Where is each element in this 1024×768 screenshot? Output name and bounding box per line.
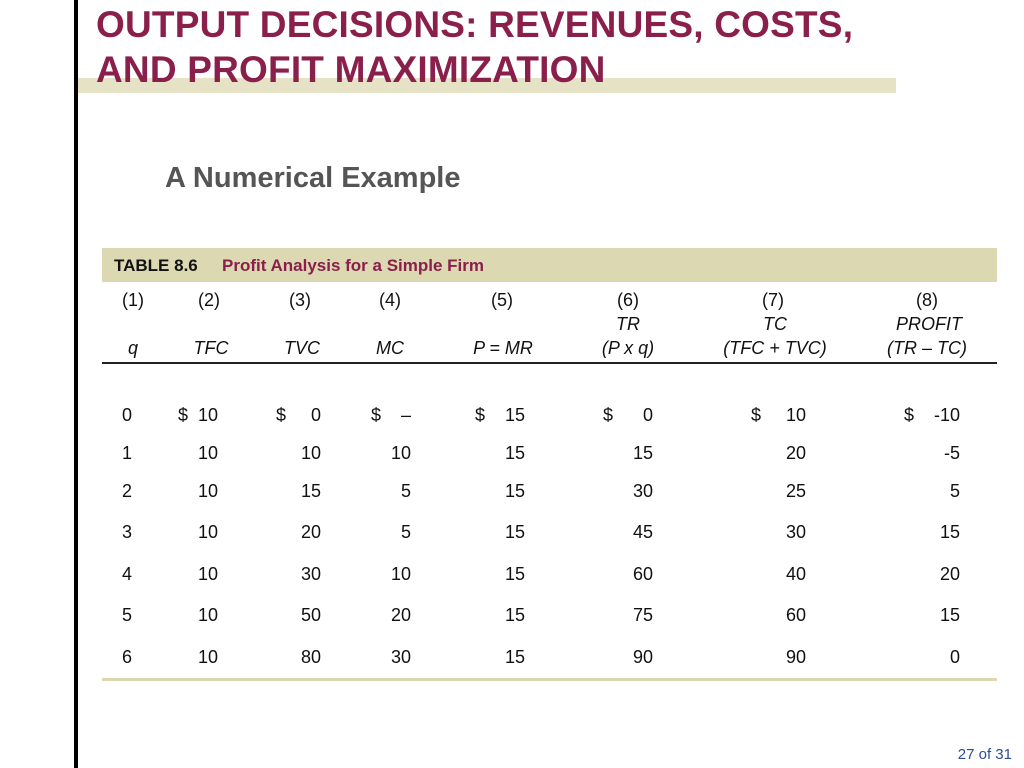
table-cell: 10 bbox=[197, 605, 218, 625]
col-number-5: (5) bbox=[491, 290, 513, 310]
table-cell: 15 bbox=[504, 481, 525, 501]
table-cell: 15 bbox=[939, 522, 960, 542]
table-cell: 75 bbox=[632, 605, 653, 625]
col-name-3: TVC bbox=[284, 338, 320, 358]
table-cell: 60 bbox=[632, 564, 653, 584]
table-cell: 30 bbox=[632, 481, 653, 501]
table-cell: 20 bbox=[939, 564, 960, 584]
col-number-2: (2) bbox=[198, 290, 220, 310]
col-number-6: (6) bbox=[617, 290, 639, 310]
table-cell: 6 bbox=[121, 647, 132, 667]
slide-left-rule bbox=[74, 0, 78, 768]
col-number-7: (7) bbox=[762, 290, 784, 310]
table-cell: 90 bbox=[632, 647, 653, 667]
table-header-bar bbox=[102, 248, 997, 282]
table-cell: 15 bbox=[939, 605, 960, 625]
table-caption: Profit Analysis for a Simple Firm bbox=[222, 256, 484, 275]
table-cell: 5 bbox=[121, 605, 132, 625]
table-cell: 10 bbox=[197, 564, 218, 584]
col-name-6: (P x q) bbox=[601, 338, 655, 358]
table-cell: 10 bbox=[197, 443, 218, 463]
col-name-2: TFC bbox=[193, 338, 229, 358]
table-cell: 5 bbox=[949, 481, 960, 501]
table-cell: 10 bbox=[197, 481, 218, 501]
col-number-1: (1) bbox=[122, 290, 144, 310]
table-cell: 10 bbox=[390, 564, 411, 584]
table-cell: 4 bbox=[121, 564, 132, 584]
table-cell: $ – bbox=[370, 405, 411, 425]
table-cell: 5 bbox=[400, 481, 411, 501]
table-cell: 15 bbox=[504, 564, 525, 584]
table-cell: 3 bbox=[121, 522, 132, 542]
table-cell: 2 bbox=[121, 481, 132, 501]
col-name-5: P = MR bbox=[473, 338, 533, 358]
table-cell: -5 bbox=[943, 443, 960, 463]
table-cell: 0 bbox=[949, 647, 960, 667]
table-cell: 10 bbox=[197, 522, 218, 542]
table-cell: 15 bbox=[504, 605, 525, 625]
table-cell: 25 bbox=[785, 481, 806, 501]
slide-subtitle: A Numerical Example bbox=[165, 162, 461, 194]
table-cell: 20 bbox=[785, 443, 806, 463]
table-cell: $ 10 bbox=[750, 405, 806, 425]
page-number: 27 of 31 bbox=[957, 746, 1012, 763]
table-cell: 90 bbox=[785, 647, 806, 667]
col-number-3: (3) bbox=[289, 290, 311, 310]
slide-title bbox=[96, 2, 853, 92]
table-cell: 30 bbox=[785, 522, 806, 542]
slide-title-line-2: AND PROFIT MAXIMIZATION bbox=[96, 49, 606, 90]
table-cell: 15 bbox=[504, 443, 525, 463]
table-cell: 5 bbox=[400, 522, 411, 542]
col-abbrev-7: TC bbox=[763, 314, 787, 334]
table-cell: 10 bbox=[197, 647, 218, 667]
table-cell: 10 bbox=[390, 443, 411, 463]
col-number-8: (8) bbox=[916, 290, 938, 310]
table-cell: 10 bbox=[300, 443, 321, 463]
table-cell: $ -10 bbox=[903, 405, 960, 425]
table-cell: $ 0 bbox=[275, 405, 321, 425]
table-cell: 20 bbox=[300, 522, 321, 542]
table-cell: 0 bbox=[121, 405, 132, 425]
slide-title-line-1: OUTPUT DECISIONS: REVENUES, COSTS, bbox=[96, 4, 854, 45]
table-cell: 1 bbox=[121, 443, 132, 463]
table-label: TABLE 8.6 bbox=[114, 256, 198, 275]
header-divider bbox=[102, 362, 997, 364]
table-cell: 60 bbox=[785, 605, 806, 625]
col-number-4: (4) bbox=[379, 290, 401, 310]
table-cell: $ 0 bbox=[602, 405, 653, 425]
table-cell: 15 bbox=[504, 522, 525, 542]
table-cell: 20 bbox=[390, 605, 411, 625]
col-name-1: q bbox=[127, 338, 139, 358]
table-cell: 50 bbox=[300, 605, 321, 625]
col-name-8: (TR – TC) bbox=[887, 338, 967, 358]
table-cell: $ 10 bbox=[177, 405, 218, 425]
table-cell: 30 bbox=[300, 564, 321, 584]
col-name-7: (TFC + TVC) bbox=[723, 338, 827, 358]
col-name-4: MC bbox=[376, 338, 404, 358]
col-abbrev-6: TR bbox=[616, 314, 640, 334]
table-cell: $ 15 bbox=[474, 405, 525, 425]
table-cell: 45 bbox=[632, 522, 653, 542]
table-cell: 15 bbox=[300, 481, 321, 501]
table-cell: 15 bbox=[504, 647, 525, 667]
table-cell: 40 bbox=[785, 564, 806, 584]
table-bottom-rule bbox=[102, 678, 997, 681]
col-abbrev-8: PROFIT bbox=[896, 314, 962, 334]
table-cell: 30 bbox=[390, 647, 411, 667]
table-cell: 15 bbox=[632, 443, 653, 463]
table-cell: 80 bbox=[300, 647, 321, 667]
